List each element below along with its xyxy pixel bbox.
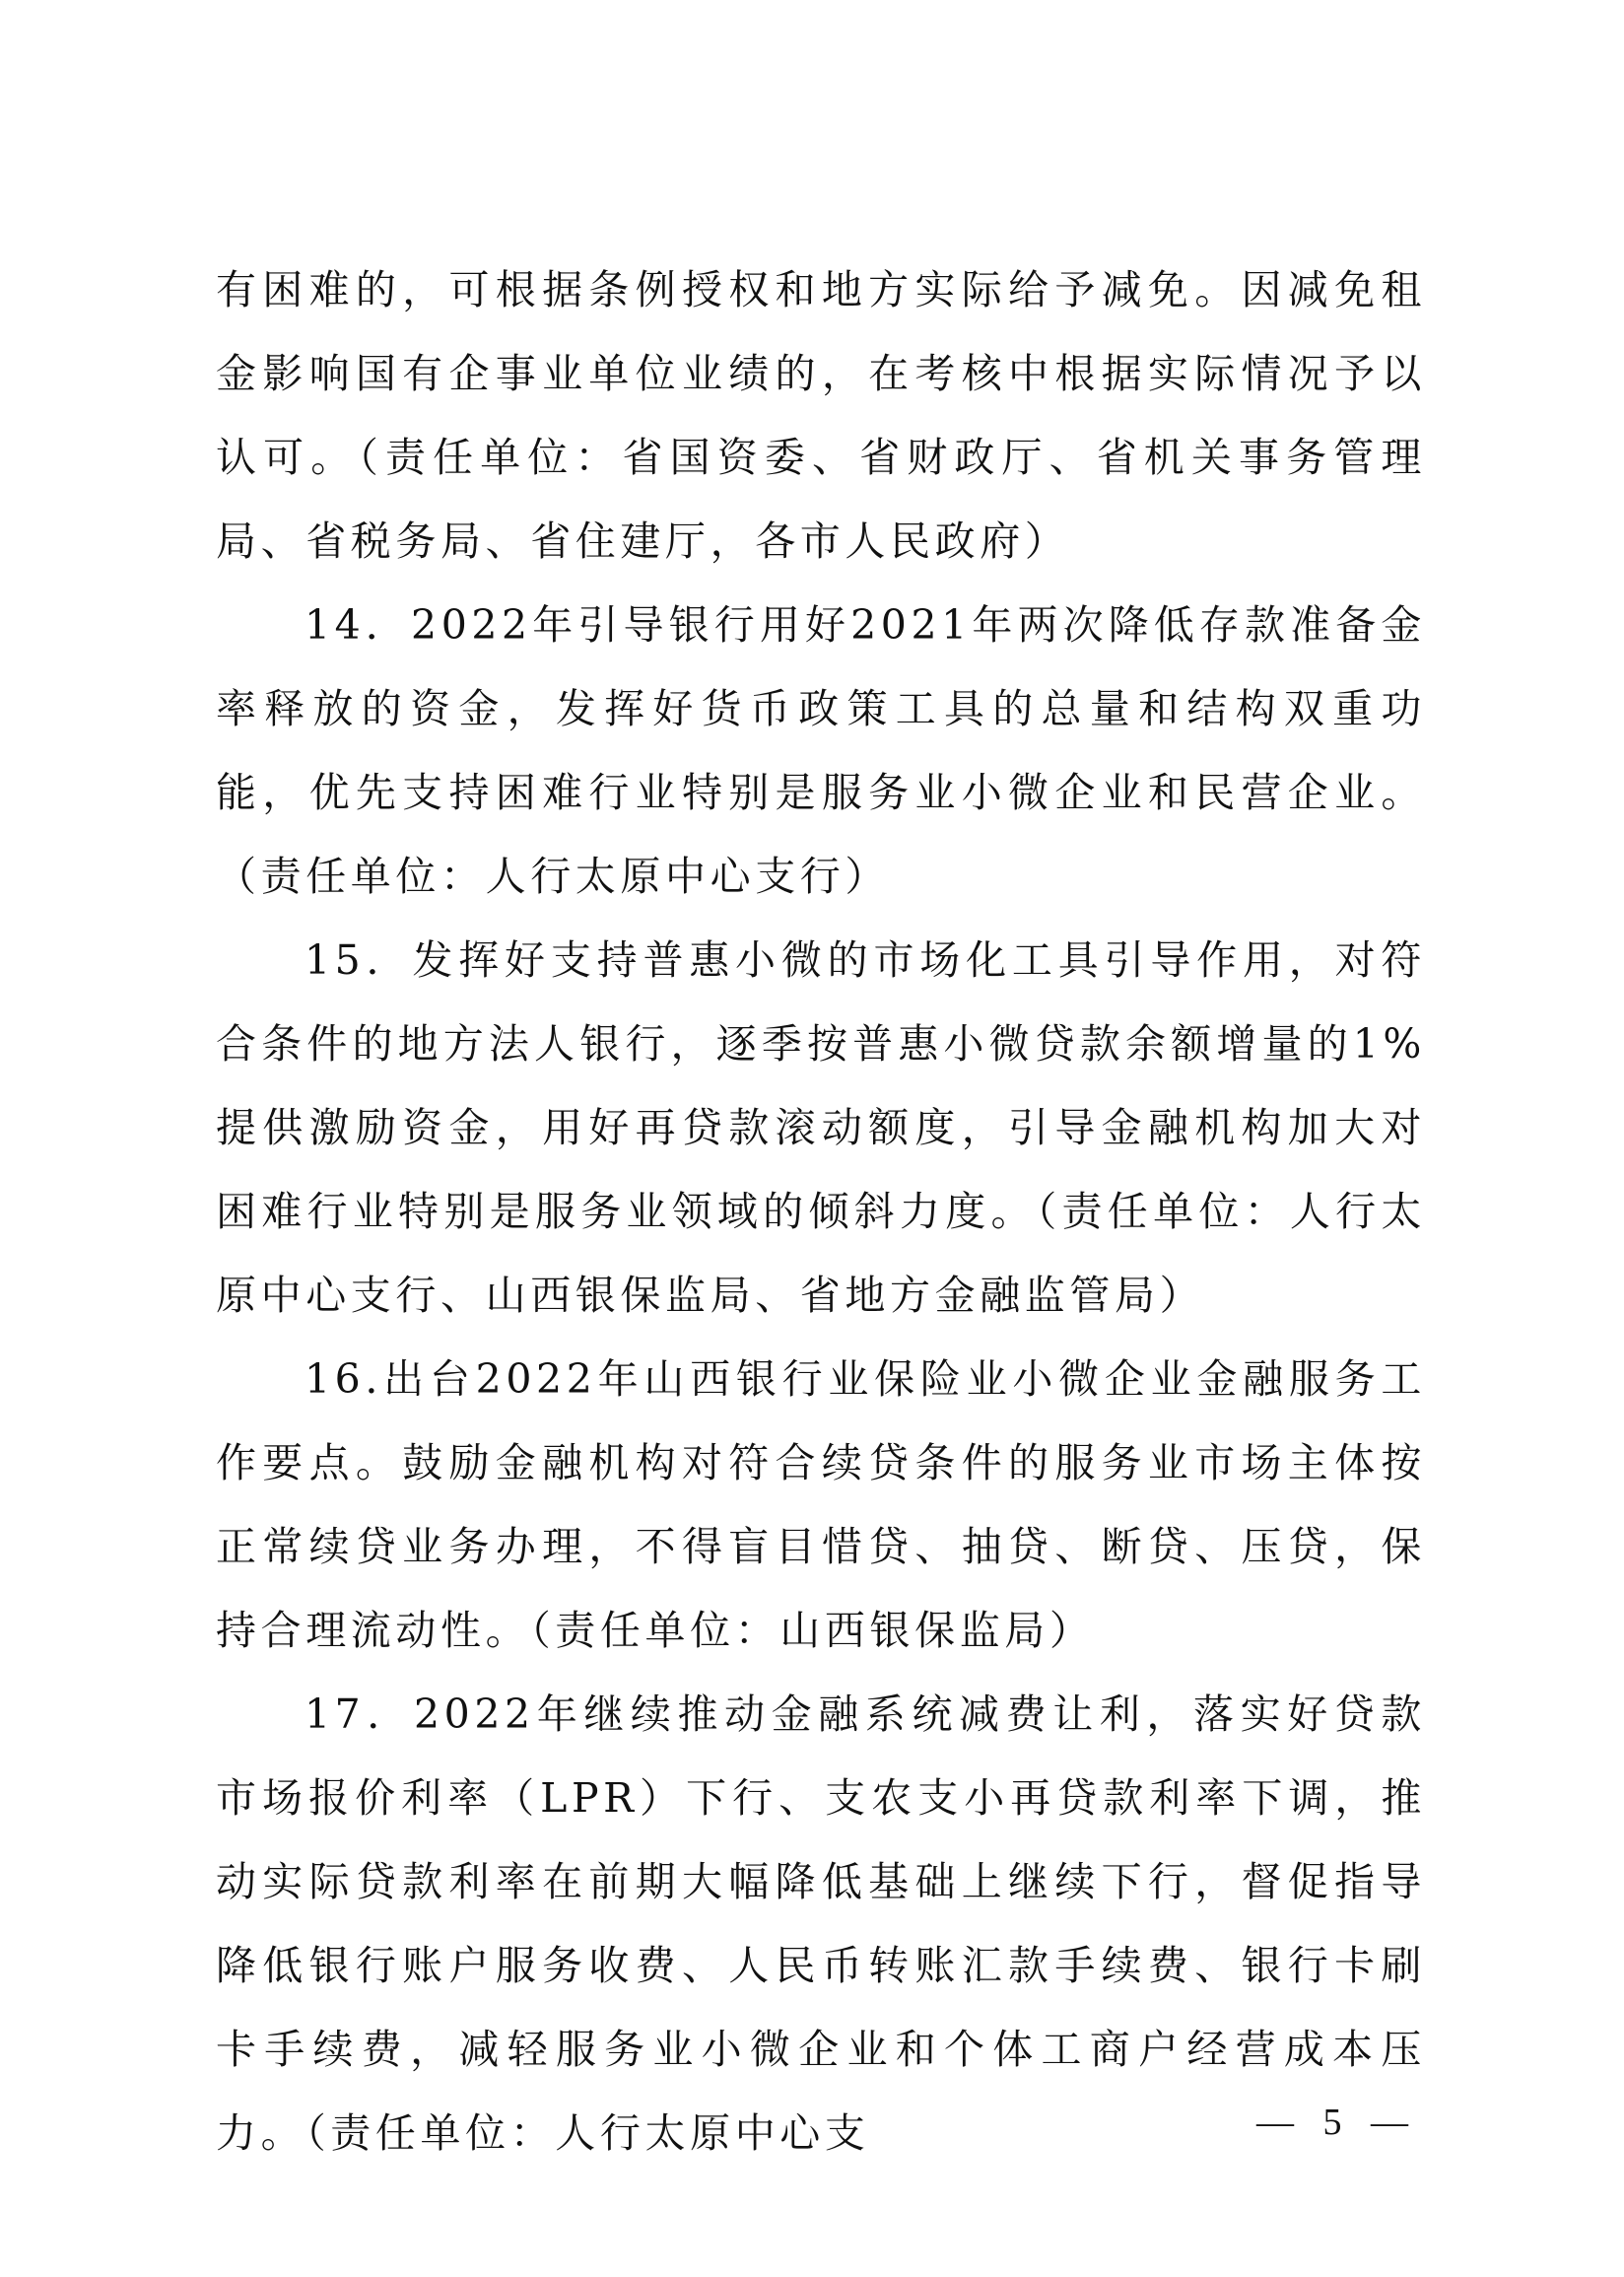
paragraph-item-14: 14．2022年引导银行用好2021年两次降低存款准备金率释放的资金，发挥好货币政策工具的总量和结构双重功能，优先支持困难行业特别是服务业小微企业和民营企业。（责任单位：人行太原中心支行） bbox=[216, 601, 1426, 900]
paragraph-item-15: 15．发挥好支持普惠小微的市场化工具引导作用，对符合条件的地方法人银行，逐季按普惠小微贷款余额增量的1%提供激励资金，用好再贷款滚动额度，引导金融机构加大对困难行业特别是服务业领域的倾斜力度。（责任单位：人行太原中心支行、山西银保监局、省地方金融监管局） bbox=[216, 936, 1426, 1319]
page-number: — 5 — bbox=[1256, 2102, 1418, 2143]
body-text bbox=[216, 248, 1426, 2175]
paragraph-item-17: 17．2022年继续推动金融系统减费让利，落实好贷款市场报价利率（LPR）下行、支农支小再贷款利率下调，推动实际贷款利率在前期大幅降低基础上继续下行，督促指导降低银行账户服务收费、人民币转账汇款手续费、银行卡刷卡手续费，减轻服务业小微企业和个体工商户经营成本压力。（责任单位：人行太原中心支 bbox=[216, 1690, 1426, 2157]
paragraph-continuation: 有困难的，可根据条例授权和地方实际给予减免。因减免租金影响国有企事业单位业绩的，在考核中根据实际情况予以认可。（责任单位：省国资委、省财政厅、省机关事务管理局、省税务局、省住建厅，各市人民政府） bbox=[216, 266, 1426, 565]
paragraph-item-16: 16.出台2022年山西银行业保险业小微企业金融服务工作要点。鼓励金融机构对符合续贷条件的服务业市场主体按正常续贷业务办理，不得盲目惜贷、抽贷、断贷、压贷，保持合理流动性。（责任单位：山西银保监局） bbox=[216, 1355, 1426, 1654]
